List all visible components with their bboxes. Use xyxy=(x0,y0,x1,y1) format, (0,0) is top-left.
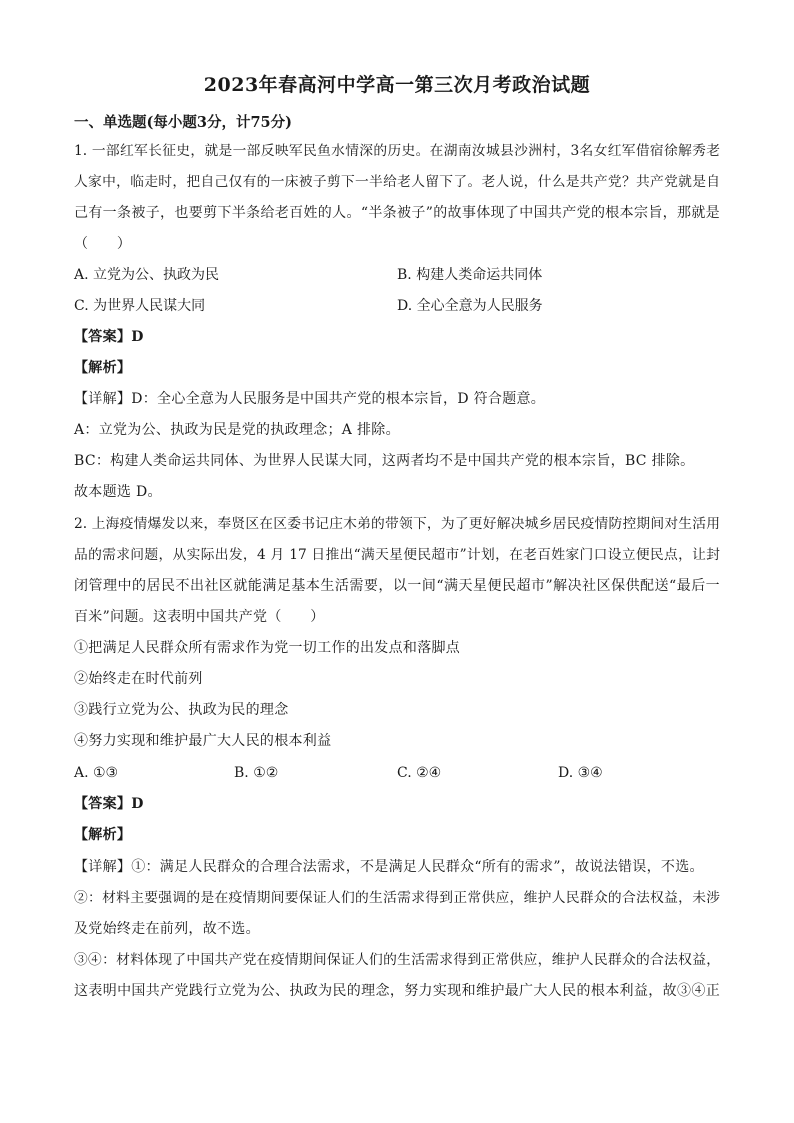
q2-option-a: A. ①③ xyxy=(74,765,119,781)
q1-analysis-label: 【解析】 xyxy=(74,360,132,376)
q1-option-d: D. 全心全意为人民服务 xyxy=(397,298,543,314)
q2-stem-line-2: 品的需求问题，从实际出发，4 月 17 日推出“满天星便民超市”计划，在老百姓家门口设立便民点，让封 xyxy=(74,547,720,563)
q2-analysis-label: 【解析】 xyxy=(74,827,132,843)
q1-stem-line-4: （ ） xyxy=(74,236,132,252)
q2-detail-line-3: 及党始终走在前列，故不选。 xyxy=(74,921,260,937)
q2-option-c: C. ②④ xyxy=(397,765,442,781)
q2-stem-line-1: 2. 上海疫情爆发以来，奉贤区在区委书记庄木弟的带领下，为了更好解决城乡居民疫情防控期间对生活用 xyxy=(74,516,720,532)
q2-detail-line-4: ③④：材料体现了中国共产党在疫情期间保证人们的生活需求得到正常供应，维护人民群众的合法权益， xyxy=(74,952,720,968)
q1-detail-line-3: BC：构建人类命运共同体、为世界人民谋大同，这两者均不是中国共产党的根本宗旨，BC 排除。 xyxy=(74,453,695,469)
q1-stem-line-3: 己有一条被子，也要剪下半条给老百姓的人。“半条被子”的故事体现了中国共产党的根本宗旨，那就是 xyxy=(74,205,720,221)
q2-detail-line-2: ②：材料主要强调的是在疫情期间要保证人们的生活需求得到正常供应，维护人民群众的合法权益，未涉 xyxy=(74,890,720,906)
q1-stem-line-1: 1. 一部红军长征史，就是一部反映军民鱼水情深的历史。在湖南汝城县沙洲村，3名女红军借宿徐解秀老 xyxy=(74,143,720,159)
q1-detail-line-4: 故本题选 D。 xyxy=(74,484,162,500)
page-title: 2023年春高河中学高一第三次月考政治试题 xyxy=(203,74,591,96)
q1-answer: 【答案】D xyxy=(74,329,144,345)
q1-option-a: A. 立党为公、执政为民 xyxy=(74,267,220,283)
q2-statement-1: ①把满足人民群众所有需求作为党一切工作的出发点和落脚点 xyxy=(74,640,461,656)
q2-statement-3: ③践行立党为公、执政为民的理念 xyxy=(74,702,289,718)
q2-detail-line-5: 这表明中国共产党践行立党为公、执政为民的理念，努力实现和维护最广大人民的根本利益，故③④正 xyxy=(74,983,720,999)
q1-stem-line-2: 人家中，临走时，把自己仅有的一床被子剪下一半给老人留下了。老人说，什么是共产党？共产党就是自 xyxy=(74,174,720,190)
q2-option-d: D. ③④ xyxy=(558,765,603,781)
q2-stem-line-4: 百米”问题。这表明中国共产党（ ） xyxy=(74,609,325,625)
q1-detail-line-1: 【详解】D：全心全意为人民服务是中国共产党的根本宗旨，D 符合题意。 xyxy=(74,391,546,407)
q2-answer: 【答案】D xyxy=(74,796,144,812)
q2-stem-line-3: 闭管理中的居民不出社区就能满足基本生活需要，以一间“满天星便民超市”解决社区保供配送“最后一 xyxy=(74,578,720,594)
q2-option-b: B. ①② xyxy=(234,765,279,781)
q2-statement-2: ②始终走在时代前列 xyxy=(74,671,203,687)
q1-option-b: B. 构建人类命运共同体 xyxy=(397,267,543,283)
q1-option-c: C. 为世界人民谋大同 xyxy=(74,298,206,314)
q2-detail-line-1: 【详解】①：满足人民群众的合理合法需求，不是满足人民群众“所有的需求”，故说法错误，不选。 xyxy=(74,859,704,875)
q2-statement-4: ④努力实现和维护最广大人民的根本利益 xyxy=(74,733,332,749)
section-heading: 一、单选题(每小题3分，计75分) xyxy=(74,114,292,131)
q1-detail-line-2: A：立党为公、执政为民是党的执政理念；A 排除。 xyxy=(74,422,400,438)
